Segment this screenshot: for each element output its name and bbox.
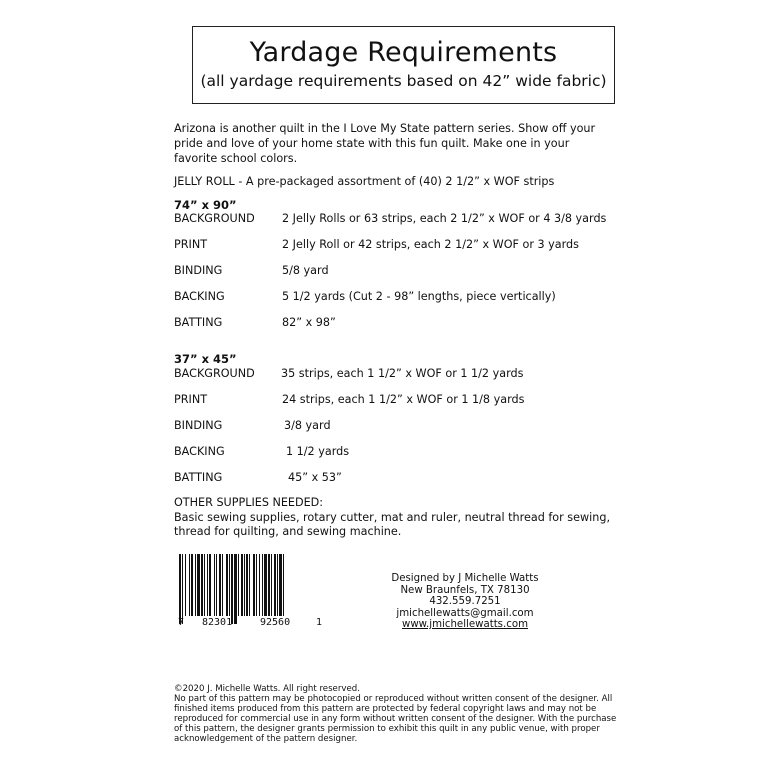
barcode-bar	[226, 554, 228, 616]
row-label: BACKING	[174, 445, 225, 458]
barcode-bar	[222, 554, 223, 616]
barcode-bar	[182, 554, 183, 624]
barcode-bar	[262, 554, 263, 616]
row-label: BACKGROUND	[174, 367, 255, 380]
row-label: PRINT	[174, 393, 208, 406]
barcode-bar	[219, 554, 221, 616]
barcode-bar	[216, 554, 217, 616]
barcode-bar	[179, 554, 181, 624]
barcode-bar	[185, 554, 186, 616]
barcode-digit-group: 92560	[260, 617, 291, 628]
row-label: BINDING	[174, 419, 223, 432]
barcode-bar	[189, 554, 190, 616]
row-value: 35 strips, each 1 1/2” x WOF or 1 1/2 yards	[281, 367, 524, 380]
barcode-bar	[191, 554, 193, 616]
row-label: BACKGROUND	[174, 212, 255, 225]
row-label: BINDING	[174, 264, 223, 277]
barcode-bar	[268, 554, 270, 616]
row-label: BATTING	[174, 316, 223, 329]
barcode-bar	[238, 554, 239, 616]
legal-text: No part of this pattern may be photocopied or reproduced without written consent of the designer. All finished items produced from this pattern are protected by federal copyright laws and may not be reproduced for commercial use in any form without written consent of the designer. With the purchase of this pattern, the designer grants permission to exhibit this quilt in any public venue, with proper acknowledgement of the pattern designer.	[174, 694, 617, 744]
row-value: 45” x 53”	[288, 471, 342, 484]
barcode-bar	[241, 554, 243, 616]
barcode-bar	[249, 554, 250, 616]
barcode-image	[178, 554, 321, 624]
barcode-bar	[214, 554, 215, 616]
row-value: 2 Jelly Rolls or 63 strips, each 2 1/2” x WOF or 4 3/8 yards	[282, 212, 607, 225]
barcode-bar	[201, 554, 203, 616]
barcode-bar	[271, 554, 272, 616]
page-subtitle: (all yardage requirements based on 42” wide fabric)	[200, 72, 607, 90]
designer-location: New Braunfels, TX 78130	[400, 584, 530, 596]
designer-contact	[380, 573, 550, 631]
barcode-bar	[277, 554, 278, 616]
barcode-bar	[246, 554, 248, 616]
barcode-bar	[283, 554, 284, 616]
other-supplies-text: Basic sewing supplies, rotary cutter, mat and ruler, neutral thread for sewing, thread for quilting, and sewing machine.	[174, 510, 611, 538]
section-size-heading: 74” x 90”	[174, 198, 237, 212]
row-value: 1 1/2 yards	[286, 445, 350, 458]
row-value: 3/8 yard	[284, 419, 331, 432]
barcode-bar	[234, 554, 237, 624]
copyright-line: ©2020 J. Michelle Watts. All right reserved.	[174, 684, 360, 694]
barcode-bar	[256, 554, 257, 616]
barcode-bar	[259, 554, 260, 616]
barcode-bar	[195, 554, 196, 616]
row-value: 5 1/2 yards (Cut 2 - 98” lengths, piece vertically)	[282, 290, 556, 303]
page-title: Yardage Requirements	[249, 37, 558, 68]
legal-notice	[174, 684, 624, 744]
barcode-digit-group: 82301	[202, 617, 233, 628]
barcode-bar	[207, 554, 208, 616]
barcode-digits	[172, 617, 327, 633]
other-supplies	[174, 496, 614, 540]
designer-website-link[interactable]: www.jmichellewatts.com	[401, 619, 528, 630]
row-value: 82” x 98”	[282, 316, 336, 329]
other-supplies-heading: OTHER SUPPLIES NEEDED:	[174, 496, 324, 509]
barcode-bar	[253, 554, 255, 616]
barcode-bar	[279, 554, 282, 616]
designer-phone: 432.559.7251	[429, 596, 501, 607]
row-label: BATTING	[174, 471, 223, 484]
row-value: 5/8 yard	[282, 264, 329, 277]
designer-name: Designed by J Michelle Watts	[391, 573, 539, 584]
barcode-digit-group: 7	[178, 617, 185, 628]
barcode-bar	[204, 554, 205, 616]
barcode-bar	[231, 554, 233, 624]
barcode-bar	[197, 554, 200, 616]
intro-paragraph: Arizona is another quilt in the I Love My State pattern series. Show off your pride and love of your home state with this fun quilt. Make one in your favorite school colors.	[174, 122, 596, 165]
barcode-bar	[274, 554, 276, 616]
designer-email[interactable]: jmichellewatts@gmail.com	[396, 607, 534, 619]
section-size-heading: 37” x 45”	[174, 352, 237, 366]
barcode-bar	[244, 554, 245, 616]
barcode-bar	[229, 554, 230, 616]
row-label: PRINT	[174, 238, 208, 251]
row-label: BACKING	[174, 290, 225, 303]
jelly-roll-note: JELLY ROLL - A pre-packaged assortment of (40) 2 1/2” x WOF strips	[174, 175, 555, 188]
barcode-digit-group: 1	[316, 617, 323, 628]
barcode-bar	[209, 554, 211, 616]
row-value: 24 strips, each 1 1/2” x WOF or 1 1/8 yards	[282, 393, 525, 406]
row-value: 2 Jelly Roll or 42 strips, each 2 1/2” x WOF or 3 yards	[282, 238, 579, 251]
title-box	[192, 26, 615, 104]
barcode-bar	[264, 554, 267, 616]
